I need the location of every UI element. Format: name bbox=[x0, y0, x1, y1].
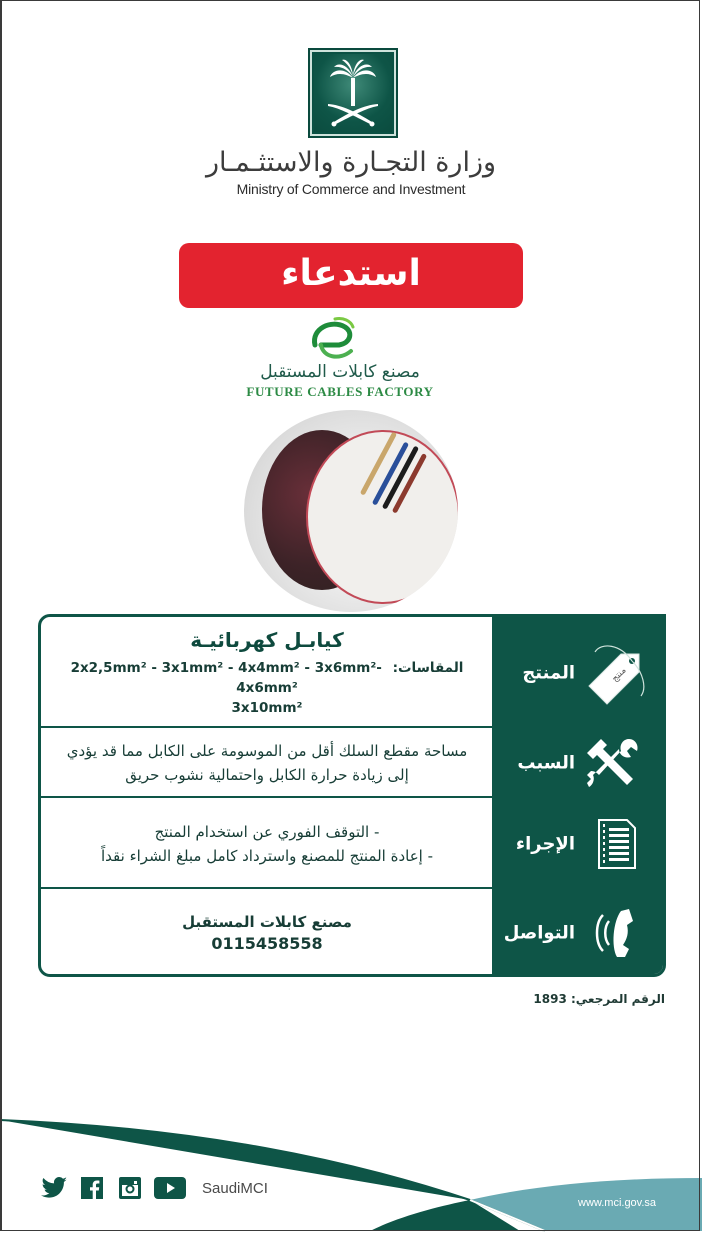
action-line-2: - إعادة المنتج للمصنع واسترداد كامل مبلغ الشراء نقداً bbox=[101, 846, 433, 865]
twitter-icon[interactable] bbox=[40, 1176, 68, 1200]
palm-swords-icon bbox=[310, 50, 396, 136]
reason-label-cell bbox=[492, 728, 663, 798]
sizes-label: المقاسات: bbox=[392, 659, 464, 676]
contact-label: التواصل bbox=[503, 922, 575, 944]
product-sizes bbox=[49, 658, 485, 718]
website-link[interactable]: www.mci.gov.sa bbox=[578, 1197, 657, 1209]
row-action bbox=[41, 798, 663, 889]
facebook-icon[interactable] bbox=[78, 1176, 106, 1200]
factory-name-arabic: مصنع كابلات المستقبل bbox=[260, 362, 420, 382]
action-line-1: - التوقف الفوري عن استخدام المنتج bbox=[154, 822, 380, 841]
footer-decoration bbox=[0, 1100, 702, 1233]
reason-label: السبب bbox=[517, 752, 575, 774]
svg-text:منتج: منتج bbox=[610, 665, 629, 684]
tools-icon bbox=[585, 735, 641, 791]
contact-name: مصنع كابلات المستقبل bbox=[182, 913, 352, 931]
reason-line-2: إلى زيادة حرارة الكابل واحتمالية نشوب حريق bbox=[125, 766, 409, 784]
future-cables-logo-icon bbox=[305, 315, 361, 365]
contact-label-cell bbox=[492, 889, 663, 977]
contact-phone[interactable]: 0115458558 bbox=[211, 934, 323, 953]
recall-info-table bbox=[38, 614, 666, 977]
factory-name-english: FUTURE CABLES FACTORY bbox=[246, 384, 434, 399]
reference-number: الرقم المرجعي: 1893 bbox=[533, 992, 665, 1006]
ministry-name-arabic: وزارة التجـارة والاستثـمـار bbox=[205, 147, 497, 178]
social-links bbox=[40, 1176, 268, 1200]
price-tag-icon bbox=[581, 638, 651, 708]
product-label: المنتج bbox=[522, 662, 575, 683]
recall-banner: استدعاء bbox=[179, 243, 523, 308]
product-title: كيابـل كهربائيـة bbox=[190, 627, 344, 652]
sizes-values: 2x2,5mm² - 3x1mm² - 4x4mm² - 3x6mm²- 4x6mm² bbox=[70, 659, 382, 696]
instagram-icon[interactable] bbox=[116, 1176, 144, 1200]
phone-icon bbox=[591, 907, 639, 959]
action-label-cell bbox=[492, 798, 663, 889]
product-label-cell bbox=[492, 617, 663, 728]
document-icon bbox=[597, 818, 637, 870]
reason-line-1: مساحة مقطع السلك أقل من الموسومة على الكابل مما قد يؤدي bbox=[66, 742, 468, 760]
ministry-emblem bbox=[308, 48, 398, 138]
ministry-name-english: Ministry of Commerce and Investment bbox=[236, 181, 466, 197]
social-handle[interactable]: SaudiMCI bbox=[202, 1179, 268, 1197]
action-label: الإجراء bbox=[515, 833, 575, 854]
sizes-values-line2: 3x10mm² bbox=[231, 699, 303, 716]
row-reason bbox=[41, 728, 663, 798]
youtube-icon[interactable] bbox=[154, 1176, 186, 1200]
row-product bbox=[41, 617, 663, 728]
product-photo-cable-coil bbox=[244, 410, 458, 612]
row-contact bbox=[41, 889, 663, 977]
